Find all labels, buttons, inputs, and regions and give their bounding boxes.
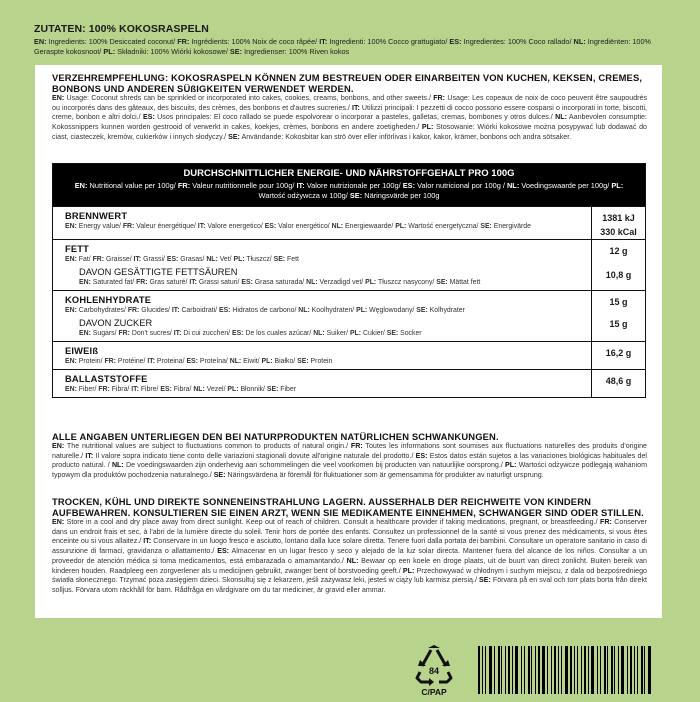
language-code: FR: — [177, 37, 190, 46]
nutrition-subtitle: EN: Nutritional value per 100g/ FR: Valeur nutritionnelle pour 100g/ IT: Valore nutrizionale per 100g/ ES: Valor nutricional por 100g / NL: Voedingswaarde per 100g/ PL: Wartość odżywcza w 100g/ SE: Näringsvärde per 100g — [74, 181, 624, 200]
barcode-bar — [524, 646, 525, 694]
barcode-bar — [512, 646, 513, 694]
barcode-bar — [630, 646, 632, 694]
nutrient-translations: EN: Protein/ FR: Protéine/ IT: Proteina/ ES: Proteína/ NL: Eiwit/ PL: Białko/ SE: Protein — [65, 358, 333, 365]
language-code: FR: — [92, 256, 105, 263]
language-code: ES: — [218, 307, 231, 314]
language-code: SE: — [229, 47, 243, 56]
language-code: NL: — [331, 223, 344, 230]
barcode-bar — [574, 646, 575, 694]
language-code: IT: — [147, 358, 156, 365]
nutrient-value — [591, 240, 645, 290]
language-code: ES: — [415, 451, 428, 460]
language-code: SE: — [416, 307, 428, 314]
barcode-bar — [535, 646, 536, 694]
barcode-bar — [584, 646, 586, 694]
language-code: FR: — [104, 358, 116, 365]
barcode-bar — [528, 646, 530, 694]
language-code: IT: — [173, 330, 182, 337]
barcode-bar — [547, 646, 548, 694]
variance-section — [52, 431, 647, 481]
language-code: ES: — [449, 37, 462, 46]
language-code: PL: — [421, 123, 434, 132]
language-code: IT: — [133, 256, 142, 263]
barcode-bar — [591, 646, 594, 694]
language-code: EN: — [74, 181, 88, 190]
language-code: ES: — [217, 547, 230, 556]
nutrient-translations: EN: Fiber/ FR: Fibra/ IT: Fibre/ ES: Fibra/ NL: Vezel/ PL: Błonnik/ SE: Fiber — [65, 386, 296, 393]
nutrient-name: FETT — [65, 244, 90, 254]
nutrient-value — [591, 291, 645, 341]
barcode-bar — [485, 646, 486, 694]
language-code: NL: — [111, 461, 124, 470]
storage-translations: EN: Store in a cool and dry place away from direct sunlight. Keep out of reach of children. Consult a healthcare provider if taking medications, pregnant, or breastfeeding./ FR: Conserver dans un endroit frais et sec, à l'abri de la lumière directe du soleil. Tenir hors de portée des enfants. Consultez un professionnel de la santé si vous prenez des médicaments, si vous êtes enceinte ou si vous allaitez./ IT: Conservare in un luogo fresco e asciutto, lontano dalla luce solare diretta. Tenere fuori dalla portata dei bambini. Consultare un operatore sanitario in caso di assunzione di farmaci, gravidanza o allattamento./ ES: Almacenar en un lugar fresco y seco y alejado de la luz solar directa. Mantener fuera del alcance de los niños. Consultar a un proveedor de atención médica si toma medicamentos, está embarazada o amamantando./ NL: Bewaar op een koele en droge plaats, uit de buurt van direct zonlicht. Buiten bereik van kinderen houden. Raadpleeg een zorgverlener als u medicijnen gebruikt, zwanger bent of borstvoeding geeft./ PL: Przechowywać w chłodnym i suchym miejscu, z dala od bezpośredniego światła słonecznego. Trzymać poza zasięgiem dzieci. Skonsultuj się z lekarzem, jeśli zażywasz leki, jesteś w ciąży lub karmisz piersią./ SE: Förvara på en sval och torr plats borta från direkt solljus. Förvara utom räckhåll för barn. Rådfråga en vårdgivare om du tar mediciner, är gravid eller ammar. — [52, 518, 647, 594]
recycle-triangle-svg — [414, 645, 454, 697]
barcode-bar — [600, 646, 601, 694]
ingredients-translations: EN: Ingredients: 100% Desiccated coconut/ FR: Ingrédients: 100% Noix de coco râpée/ IT: Ingredienti: 100% Cocco grattugiato/ ES: Ingredientes: 100% Coco rallado/ NL: Ingrediënten: 100% Geraspte kokosnoot/ PL: Składniki: 100% Wiórki kokosowe/ SE: Ingredienser: 100% Riven kokos — [34, 37, 652, 56]
nutrient-value — [591, 370, 645, 397]
barcode-icon — [478, 646, 658, 694]
sub-nutrient-name: DAVON GESÄTTIGTE FETTSÄUREN — [79, 267, 238, 277]
usage-section — [52, 72, 647, 143]
barcode-bar — [551, 646, 552, 694]
language-code: ES: — [160, 386, 172, 393]
barcode-bar — [644, 646, 645, 694]
nutrition-table — [52, 163, 646, 398]
label-card — [35, 65, 662, 618]
energy-kcal: 330 kCal — [600, 227, 637, 237]
language-code: IT: — [143, 537, 152, 546]
barcode-bar — [618, 646, 619, 694]
language-code: NL: — [298, 307, 310, 314]
nutrition-table-header — [53, 164, 645, 206]
language-code: PL: — [227, 386, 239, 393]
barcode-bar — [478, 646, 480, 694]
nutrient-translations: EN: Carbohydrates/ FR: Glucides/ IT: Carboidrati/ ES: Hidratos de carbono/ NL: Koolhydraten/ PL: Węglowodany/ SE: Kolhydrater — [65, 307, 465, 314]
barcode-bar — [494, 646, 495, 694]
barcode-bar — [577, 646, 578, 694]
language-code: SE: — [480, 223, 492, 230]
language-code: NL: — [313, 330, 325, 337]
barcode-bar — [637, 646, 638, 694]
language-code: SE: — [266, 386, 279, 393]
language-code: IT: — [351, 103, 360, 112]
language-code: FR: — [433, 94, 446, 102]
language-code: PL: — [349, 330, 362, 337]
language-code: NL: — [193, 386, 205, 393]
language-code: IT: — [319, 37, 328, 46]
barcode-bar — [597, 646, 598, 694]
nutrient-name: BRENNWERT — [65, 211, 128, 221]
language-code: NL: — [555, 113, 567, 122]
recycle-triangle-icon — [414, 645, 454, 697]
language-code: IT: — [296, 181, 305, 190]
language-code: NL: — [573, 37, 586, 46]
barcode-bar — [614, 646, 615, 694]
language-code: FR: — [127, 307, 140, 314]
barcode-bar — [611, 646, 613, 694]
barcode-bar — [607, 646, 608, 694]
language-code: PL: — [356, 307, 368, 314]
language-code: PL: — [365, 279, 377, 286]
barcode-bar — [634, 646, 635, 694]
barcode-bar — [508, 646, 510, 694]
language-code: EN: — [79, 279, 91, 286]
language-code: EN: — [34, 37, 47, 46]
nutrition-row-protein — [53, 341, 645, 369]
language-code: NL: — [346, 556, 359, 565]
language-code: PL: — [611, 181, 624, 190]
language-code: PL: — [402, 566, 415, 575]
nutrition-row-energy — [53, 206, 645, 239]
language-code: NL: — [206, 256, 218, 263]
language-code: FR: — [122, 223, 135, 230]
language-code: ES: — [402, 181, 416, 190]
language-code: IT: — [171, 307, 180, 314]
barcode-bar — [570, 646, 572, 694]
language-code: FR: — [350, 442, 363, 450]
barcode-bar — [554, 646, 556, 694]
language-code: EN: — [65, 386, 77, 393]
sub-nutrient-translations: EN: Sugars/ FR: Don't sucres/ IT: Di cui zuccheri/ ES: De los cuales azúcar/ NL: Suiker/ PL: Cukier/ SE: Socker — [79, 330, 422, 337]
language-code: IT: — [131, 386, 139, 393]
barcode-bar — [648, 646, 651, 694]
carbohydrates-value: 15 g — [609, 297, 628, 307]
ingredients-title: ZUTATEN: 100% KOKOSRASPELN — [34, 23, 209, 35]
barcode-bar — [482, 646, 483, 694]
barcode-bar — [641, 646, 643, 694]
barcode-bar — [558, 646, 559, 694]
nutrient-name: KOHLENHYDRATE — [65, 295, 152, 305]
language-code: FR: — [98, 386, 110, 393]
usage-translations: EN: Usage: Coconut shreds can be sprinkled or incorporated into cakes, cookies, creams, bonbons, and other sweets./ FR: Usage: Les copeaux de noix de coco peuvent être saupoudrés ou incorporés dans des gâteaux, des biscuits, des crèmes, des bonbons et d'autres sucreries./ IT: Utilizzi principali: I pezzetti di cocco possono essere cosparsi o incorporati in torte, biscotti, creme, bonbon e altri dolci./ ES: Usos principales: El coco rallado se puede espolvorear o incorporar a pasteles, galletas, cremas, bombones y otros dulces./ NL: Aanbevolen consumptie: Kokossnippers kunnen worden gestrooid of verwerkt in cakes, koekjes, crèmes, bonbons en andere zoetigheden./ PL: Stosowanie: Wiórki kokosowe można posypywać lub dodawać do ciast, ciasteczek, kremów, cukierków i innych słodyczy./ SE: Användande: Kokosbitar kan strö över eller införlivas i kakor, kakor, krämer, bonbons och andra sötsaker. — [52, 94, 648, 141]
nutrient-name: BALLASTSTOFFE — [65, 374, 148, 384]
recycle-code: C/PAP — [421, 687, 447, 697]
recycle-number: 84 — [428, 666, 440, 676]
language-code: NL: — [306, 279, 318, 286]
language-code: ES: — [231, 330, 244, 337]
language-code: EN: — [65, 256, 77, 263]
language-code: NL: — [229, 358, 242, 365]
nutrition-row-carbohydrates — [53, 290, 645, 341]
language-code: EN: — [52, 94, 65, 102]
energy-kj: 1381 kJ — [602, 213, 635, 223]
language-code: PL: — [233, 256, 245, 263]
barcode-bar — [604, 646, 606, 694]
language-code: SE: — [478, 576, 491, 585]
variance-heading: ALLE ANGABEN UNTERLIEGEN DEN BEI NATURPRODUKTEN NATÜRLICHEN SCHWANKUNGEN. — [52, 431, 499, 442]
language-code: IT: — [197, 223, 206, 230]
language-code: ES: — [143, 113, 155, 122]
language-code: FR: — [177, 181, 191, 190]
language-code: SE: — [349, 191, 363, 200]
protein-value: 16,2 g — [605, 348, 632, 358]
barcode-bar — [621, 646, 624, 694]
language-code: EN: — [65, 358, 77, 365]
language-code: EN: — [65, 223, 77, 230]
language-code: FR: — [600, 518, 612, 526]
fiber-value: 48,6 g — [605, 376, 632, 386]
fat-value: 12 g — [609, 246, 628, 256]
language-code: SE: — [297, 358, 309, 365]
barcode-bar — [531, 646, 532, 694]
nutrient-translations: EN: Fat/ FR: Graisse/ IT: Grassi/ ES: Grasas/ NL: Vet/ PL: Tłuszcz/ SE: Fett — [65, 256, 299, 263]
language-code: ES: — [186, 358, 198, 365]
language-code: IT: — [189, 279, 197, 286]
sugars-value: 15 g — [609, 319, 628, 329]
language-code: EN: — [52, 518, 65, 526]
barcode-bar — [561, 646, 562, 694]
language-code: SE: — [228, 132, 240, 141]
language-code: IT: — [85, 451, 94, 460]
language-code: PL: — [395, 223, 407, 230]
barcode-bar — [588, 646, 589, 694]
sub-nutrient-translations: EN: Saturated fat/ FR: Gras saturé/ IT: Grassi saturi/ ES: Grasa saturada/ NL: Verzadigd vet/ PL: Tłuszcz nasycony/ SE: Mättat fett — [79, 279, 481, 286]
nutrient-value — [591, 342, 645, 369]
barcode-bar — [521, 646, 522, 694]
language-code: ES: — [166, 256, 179, 263]
barcode-bar — [627, 646, 628, 694]
barcode-bar — [501, 646, 502, 694]
ingredients-section — [34, 23, 666, 57]
language-code: EN: — [52, 442, 65, 450]
barcode-bar — [565, 646, 568, 694]
barcode-bar — [505, 646, 506, 694]
language-code: NL: — [506, 181, 520, 190]
sub-nutrient-name: DAVON ZUCKER — [79, 318, 153, 328]
barcode-bar — [538, 646, 540, 694]
nutrition-row-fat — [53, 239, 645, 290]
language-code: PL: — [505, 461, 517, 470]
language-code: EN: — [65, 307, 77, 314]
usage-heading: VERZEHREMPFEHLUNG: KOKOSRASPELN KÖNNEN ZUM BESTREUEN ODER EINARBEITEN VON KUCHEN, KEKSEN, CREMES, BONBONS UND ANDEREN SÜßIGKEITEN VERWENDET WERDEN. — [52, 72, 643, 94]
language-code: FR: — [118, 330, 130, 337]
storage-heading: TROCKEN, KÜHL UND DIREKTE SONNENEINSTRAHLUNG LAGERN. AUSSERHALB DER REICHWEITE VON KINDERN AUFBEWAHREN. KONSULTIEREN SIE EINEN ARZT, WENN SIE MEDIKAMENTE EINNEHMEN, SCHWANGER SIND ODER STILLEN. — [52, 496, 644, 518]
language-code: ES: — [264, 223, 277, 230]
nutrition-title: DURCHSCHNITTLICHER ENERGIE- UND NÄHRSTOFFGEHALT PRO 100G — [183, 168, 515, 179]
nutrient-name: EIWEIß — [65, 346, 99, 356]
barcode-bar — [542, 646, 545, 694]
language-code: FR: — [136, 279, 148, 286]
barcode-bar — [498, 646, 500, 694]
storage-section — [52, 496, 647, 596]
nutrient-value — [591, 207, 645, 239]
language-code: SE: — [386, 330, 399, 337]
nutrition-row-fiber — [53, 369, 645, 397]
saturated-fat-value: 10,8 g — [605, 270, 632, 280]
language-code: ES: — [241, 279, 253, 286]
language-code: EN: — [79, 330, 91, 337]
language-code: PL: — [261, 358, 273, 365]
barcode-bar — [581, 646, 582, 694]
language-code: SE: — [213, 471, 226, 480]
nutrient-translations: EN: Energy value/ FR: Valeur énergétique/ IT: Valore energetico/ ES: Valor energético/ NL: Energiewaarde/ PL: Wartość energetyczna/ SE: Energivärde — [65, 223, 531, 230]
language-code: SE: — [436, 279, 448, 286]
variance-translations: EN: The nutritional values are subject to fluctuations common to products of natural origin./ FR: Toutes les informations sont soumises aux fluctuations naturelles des produits d'origine naturelle./ IT: Il valore sopra indicato tiene conto delle variazioni stagionali dovute all'origine naturale del prodotto./ ES: Estos datos están sujetos a las variaciones biológicas habituales del producto natural. / NL: De voedingswaarden zijn onderhevig aan schommelingen die veel voorkomen bij producten van natuurlijke oorsprong./ PL: Wartości odżywcze podlegają wahaniom typowym dla produktów pochodzenia naturalnego./ SE: Näringsvärdena är föremål för fluktuationer som är gemensamma för produkter av naturligt ursprung. — [52, 442, 648, 480]
language-code: PL: — [103, 47, 116, 56]
barcode-bar — [489, 646, 492, 694]
barcode-bar — [515, 646, 518, 694]
language-code: SE: — [273, 256, 286, 263]
